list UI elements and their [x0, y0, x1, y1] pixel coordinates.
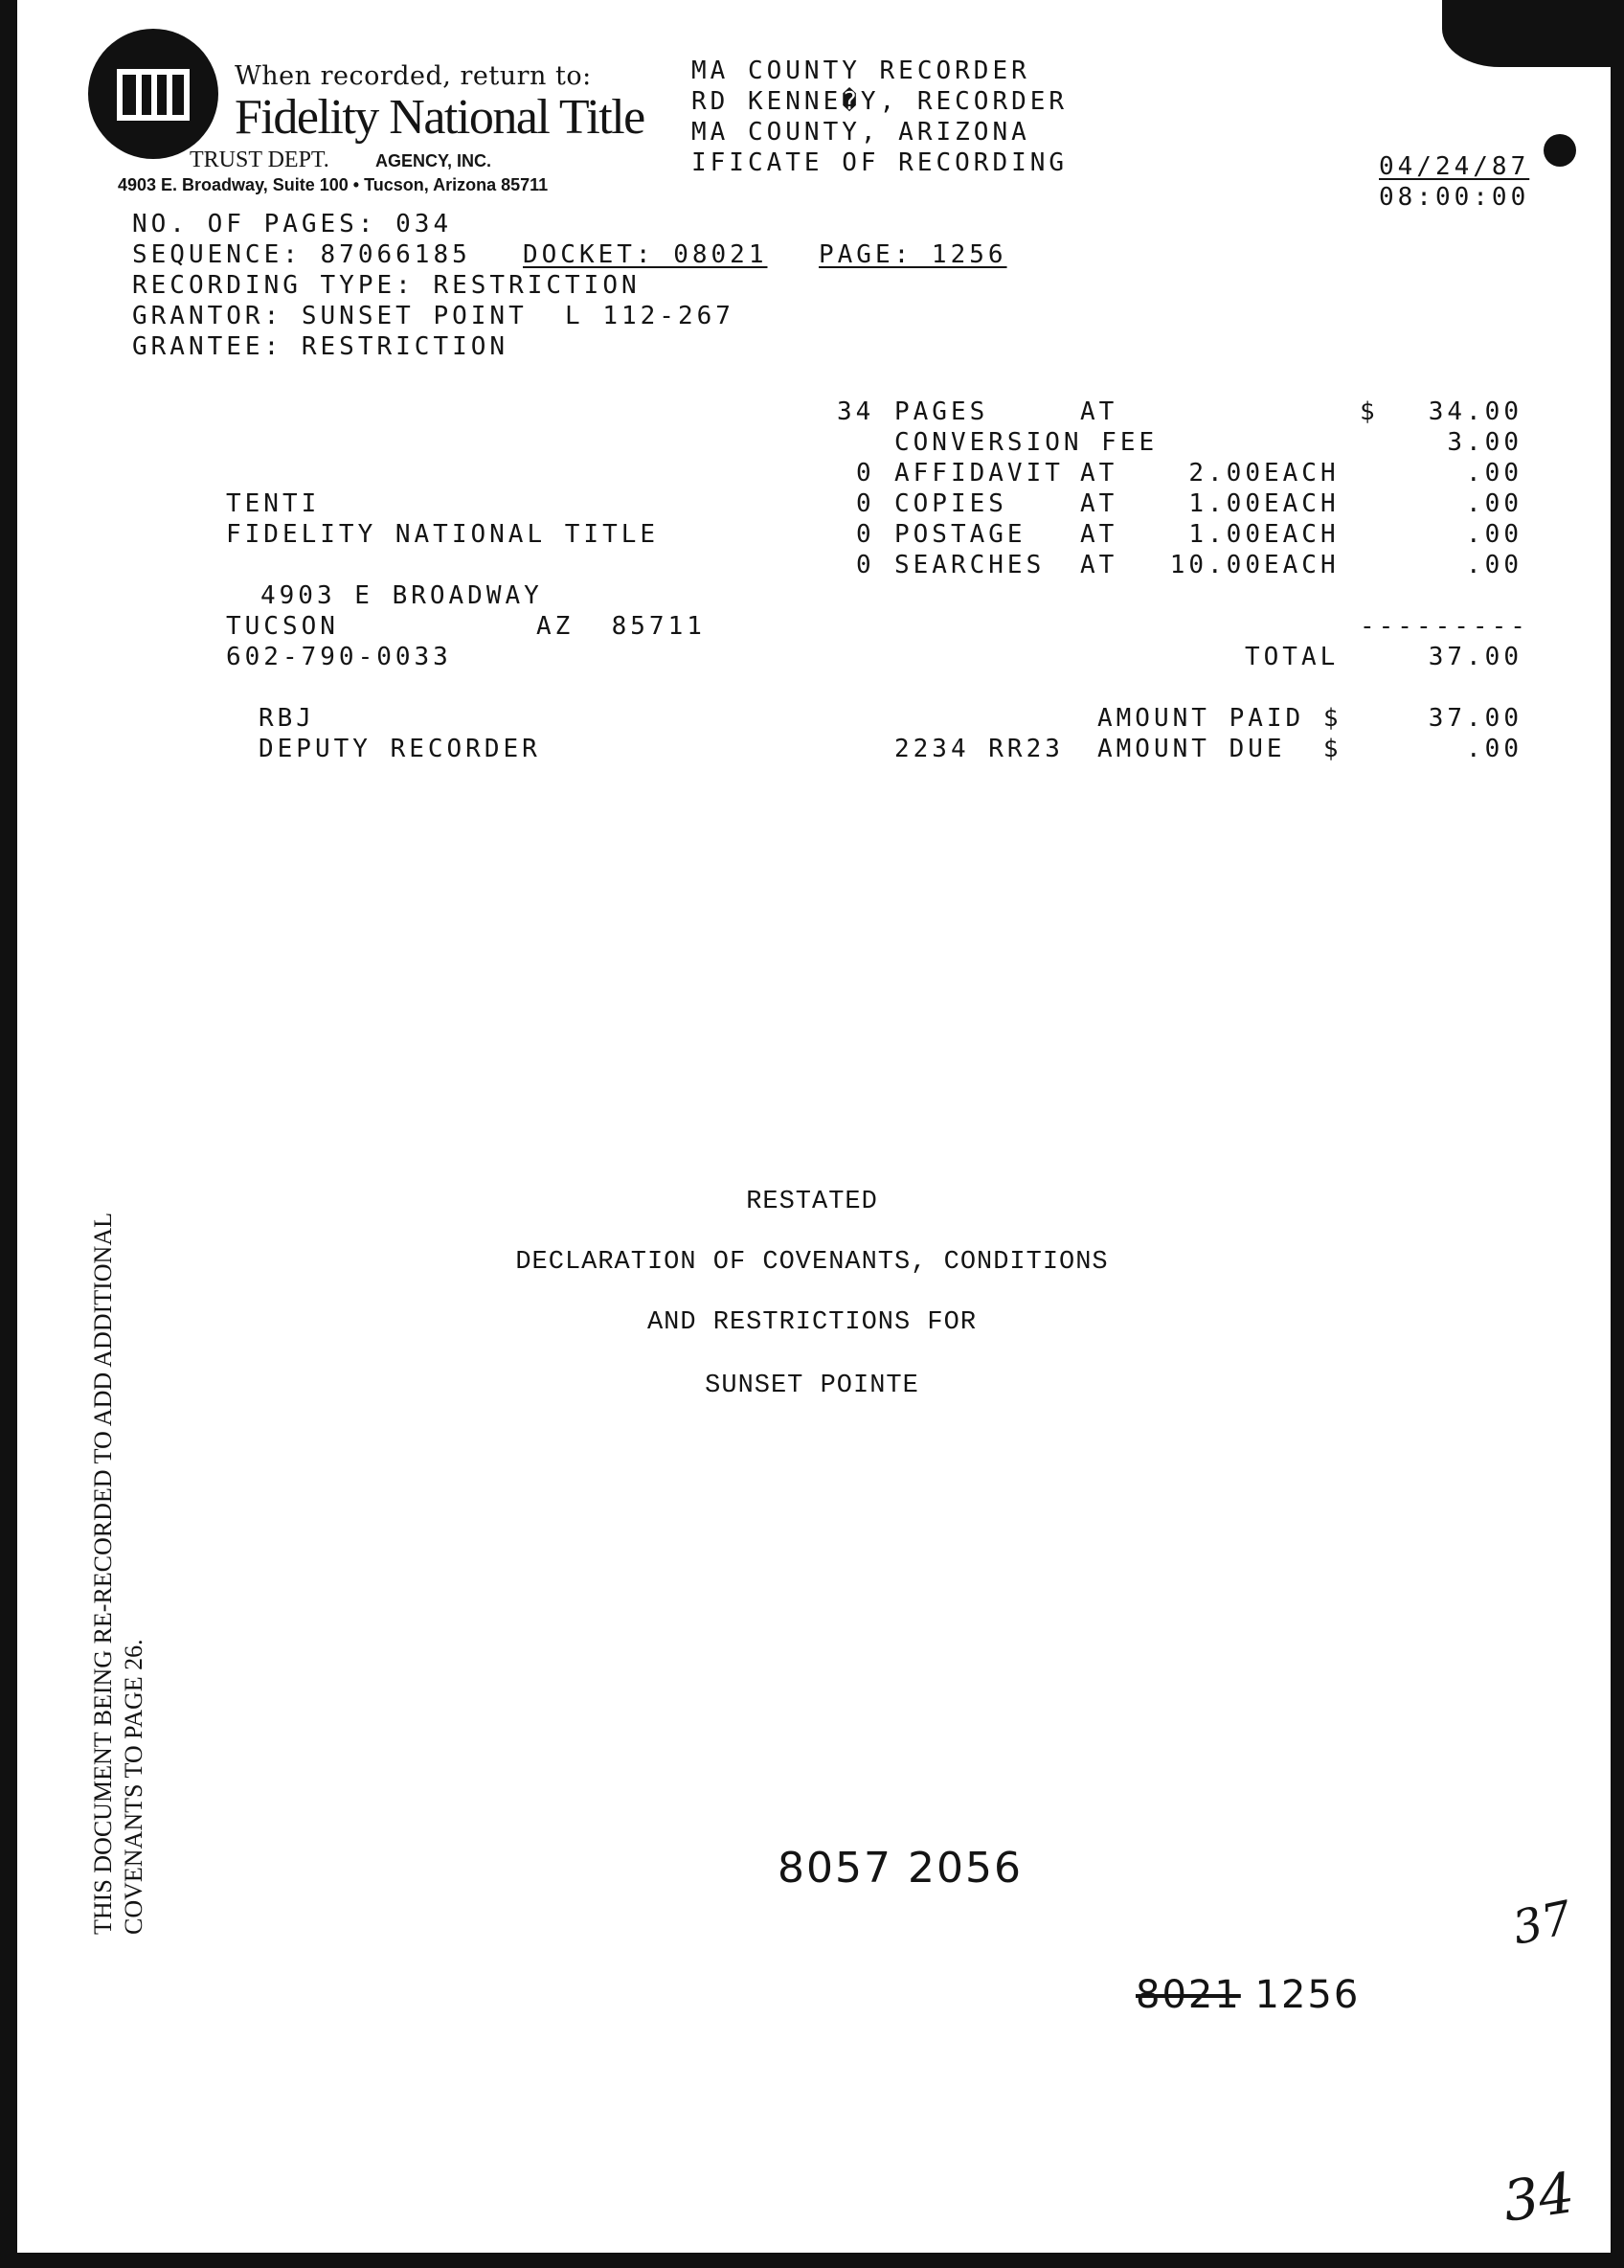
fee-amount: 34.00 [1428, 397, 1522, 426]
grantee: GRANTEE: RESTRICTION [132, 332, 509, 361]
scan-border-left [0, 0, 17, 2268]
book-page-number: 8057 2056 [778, 1844, 1023, 1893]
fee-amount: .00 [1466, 459, 1522, 488]
record-date: 04/24/87 [1379, 152, 1530, 181]
company-address: 4903 E. Broadway, Suite 100 • Tucson, Arizona 85711 [118, 175, 549, 194]
fee-desc: CONVERSION FEE [894, 428, 1159, 457]
old-book-page [1136, 1973, 1360, 2017]
re-recorded-note-line-1: THIS DOCUMENT BEING RE-RECORDED TO ADD ADDITIONAL [89, 1213, 117, 1935]
scan-corner-blot [1442, 0, 1624, 67]
deputy-recorder-label: DEPUTY RECORDER [259, 735, 541, 763]
total-label: TOTAL [1245, 643, 1340, 671]
fee-qty: 0 [856, 489, 875, 518]
return-to-label: When recorded, return to: [235, 61, 592, 91]
fee-each: EACH [1264, 489, 1340, 518]
fee-each: EACH [1264, 459, 1340, 488]
fee-qty: 0 [856, 459, 875, 488]
recording-type: RECORDING TYPE: RESTRICTION [132, 271, 641, 300]
fee-amount: .00 [1466, 551, 1522, 579]
fee-desc: AFFIDAVIT [894, 459, 1064, 488]
title-sunset-pointe: SUNSET POINTE [705, 1372, 919, 1400]
fee-rate: 2.00 [1188, 459, 1264, 488]
amount-due-label: AMOUNT DUE $ [1097, 735, 1342, 763]
amount-paid: 37.00 [1428, 704, 1522, 733]
page-number: PAGE: 1256 [819, 240, 1007, 269]
fidelity-seal-logo [88, 29, 218, 159]
re-recorded-note-line-2: COVENANTS TO PAGE 26. [120, 1639, 147, 1935]
addressee-attn: TENTI [226, 489, 321, 518]
scan-border-right [1611, 0, 1624, 2268]
fee-qty: 34 [837, 397, 875, 426]
re-recorded-note [88, 1168, 149, 1935]
fee-qty: 0 [856, 551, 875, 579]
fee-each: EACH [1264, 520, 1340, 549]
old-page-number: 1256 [1254, 1973, 1361, 2017]
record-time: 08:00:00 [1379, 183, 1530, 212]
currency-symbol: $ [1360, 397, 1379, 426]
handwritten-note-34: 34 [1499, 2160, 1579, 2234]
building-icon [113, 63, 193, 125]
fee-qty: 0 [856, 520, 875, 549]
fee-at: AT [1080, 551, 1118, 579]
addressee-city: TUCSON [226, 612, 339, 641]
fee-at: AT [1080, 397, 1118, 426]
recorder-line-2: RD KENNE�Y, RECORDER [691, 87, 1069, 116]
handwritten-note-37: 37 [1507, 1891, 1577, 1956]
fee-desc: SEARCHES [894, 551, 1046, 579]
trust-dept: TRUST DEPT. [190, 147, 329, 172]
fee-amount: .00 [1466, 520, 1522, 549]
number-of-pages: NO. OF PAGES: 034 [132, 210, 453, 238]
amount-due: .00 [1466, 735, 1522, 763]
sequence-number: SEQUENCE: 87066185 [132, 240, 471, 269]
grantor: GRANTOR: SUNSET POINT L 112-267 [132, 302, 734, 330]
fee-amount: 3.00 [1447, 428, 1522, 457]
fee-rate: 1.00 [1188, 489, 1264, 518]
fee-rate: 1.00 [1188, 520, 1264, 549]
company-name: Fidelity National Title [235, 90, 644, 145]
recorder-line-1: MA COUNTY RECORDER [691, 57, 1030, 85]
fee-each: EACH [1264, 551, 1340, 579]
fee-at: AT [1080, 459, 1118, 488]
scan-border-bottom [0, 2253, 1624, 2268]
recorder-line-3: MA COUNTY, ARIZONA [691, 118, 1030, 147]
amount-paid-label: AMOUNT PAID $ [1097, 704, 1342, 733]
title-declaration: DECLARATION OF COVENANTS, CONDITIONS [515, 1248, 1109, 1277]
fee-desc: COPIES [894, 489, 1007, 518]
fee-desc: POSTAGE [894, 520, 1026, 549]
addressee-street: 4903 E BROADWAY [260, 581, 543, 610]
hole-punch-mark [1544, 134, 1576, 167]
fee-amount: .00 [1466, 489, 1522, 518]
total-amount: 37.00 [1428, 643, 1522, 671]
recorder-line-4: IFICATE OF RECORDING [691, 148, 1069, 177]
addressee-state-zip: AZ 85711 [536, 612, 706, 641]
docket-number: DOCKET: 08021 [523, 240, 768, 269]
addressee-name: FIDELITY NATIONAL TITLE [226, 520, 660, 549]
title-restrictions: AND RESTRICTIONS FOR [646, 1308, 978, 1337]
fee-desc: PAGES [894, 397, 989, 426]
total-rule: --------- [1360, 612, 1529, 641]
old-book-struck: 8021 [1136, 1973, 1241, 2017]
fee-at: AT [1080, 520, 1118, 549]
deputy-initials: RBJ [259, 704, 315, 733]
addressee-phone: 602-790-0033 [226, 643, 452, 671]
agency-label: AGENCY, INC. [375, 151, 492, 170]
title-restated: RESTATED [746, 1188, 878, 1216]
fee-at: AT [1080, 489, 1118, 518]
receipt-code: 2234 RR23 [894, 735, 1064, 763]
fee-rate: 10.00 [1169, 551, 1264, 579]
